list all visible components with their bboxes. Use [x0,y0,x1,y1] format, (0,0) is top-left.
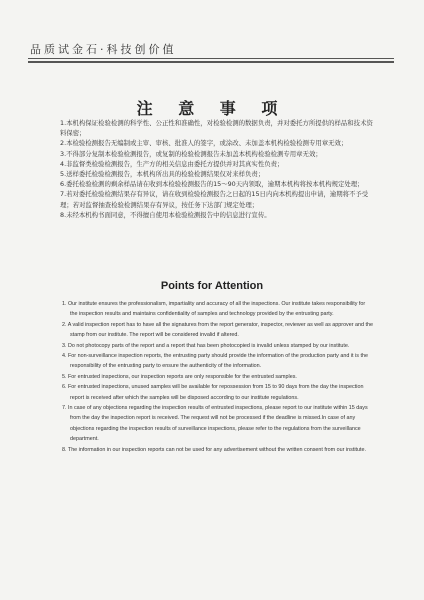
english-notice-item-1: 1. Our institute ensures the professionalism, impartiality and accuracy of all the inspections. Our institute takes responsibility for the inspection results and maintains confidentiality of samples and technology provided by the entrusting party. [62,301,366,318]
header-divider-thick [28,61,394,63]
chinese-notice-item-2: 2.本检验检测报告无编制或主审、审核、批准人的签字，或涂改、未加盖本机构检验检测专用章无效； [60,139,348,148]
english-notice-item-2: 2. A valid inspection report has to have all the signatures from the report generator, inspector, reviewer as well as approver and the stamp from our institute. The report will be considered invalid if altered. [62,321,374,339]
english-notice-item-4: 4. For non-surveillance inspection reports, the entrusting party should provide the information of the production party and it is the responsibility of the entrusting party to ensure the authenticity of the information. [62,353,368,370]
header-slogan: 品质试金石·科技创价值 [30,43,177,56]
chinese-notice-list [60,118,378,220]
english-notice-item-8: 8. The information in our inspection reports can not be used for any advertisement without the written consent from our institute. [62,446,367,453]
english-notice-item-7: 7. In case of any objections regarding the inspection results of entrusted inspections, please report to our institute within 15 days from the day the inspection report is received. The request will not be processed if the deadline is missed.In case of any objections regarding the inspection results of surveillance inspections, please refer to the regulations from the surveillance department. [62,405,368,443]
chinese-notice-item-4: 4.非监督类检验检测报告，生产方的相关信息由委托方提供并对其真实性负责； [60,159,284,168]
english-notice-item-3: 3. Do not photocopy parts of the report and a report that has been photocopied is invalid unless stamped by our institute. [62,342,350,349]
chinese-notice-item-5: 5.送样委托检验检测报告，本机构所出具的检验检测结果仅对来样负责； [60,170,265,179]
chinese-notice-item-7: 7.若对委托检验检测结果存有异议，请在收到检验检测报告之日起的15日内向本机构提出申请，逾期将不予受理；若对监督抽查检验检测结果存有异议，按任务下达部门规定处理； [60,190,369,209]
header-divider-thin [28,58,394,59]
chinese-notice-item-1: 1.本机构保证检验检测的科学性、公正性和准确性，对检验检测的数据负责，并对委托方所提供的样品和技术资料保密； [60,119,373,138]
english-notice-item-5: 5. For entrusted inspections, our inspection reports are only responsible for the entrusted samples. [62,373,297,380]
english-notice-item-6: 6. For entrusted inspections, unused samples will be available for repossession from 15 to 90 days from the day the inspection report is received after which the samples will be disposed according to our institute regulations. [62,384,364,401]
chinese-notice-item-6: 6.委托检验检测的剩余样品请在收到本检验检测报告的15～90天内领取，逾期本机构将按本机构规定处理； [60,180,364,189]
chinese-notice-title: 注 意 事 项 [136,99,288,118]
english-notice-list [62,299,374,455]
chinese-notice-item-8: 8.未经本机构书面同意，不得擅自使用本检验检测报告中的信息进行宣传。 [60,210,271,219]
english-notice-title: Points for Attention [160,280,264,292]
chinese-notice-item-3: 3.不得部分复制本检验检测报告，或复制的检验检测报告未加盖本机构检验检测专用章无效； [60,149,322,158]
